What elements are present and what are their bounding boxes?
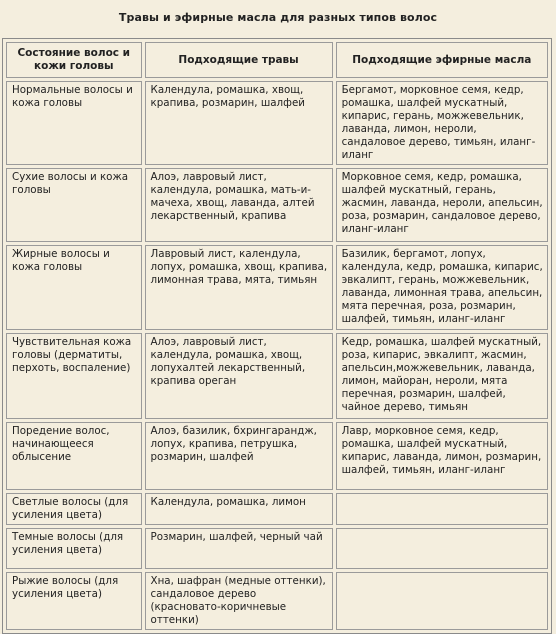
cell-herbs: Алоэ, лавровый лист, календула, ромашка, мать-и-мачеха, хвощ, лаванда, алтей лекарственный, крапива <box>145 168 333 242</box>
cell-condition: Темные волосы (для усиления цвета) <box>6 528 142 569</box>
cell-condition: Сухие волосы и кожа головы <box>6 168 142 242</box>
column-header-herbs: Подходящие травы <box>145 42 333 78</box>
cell-oils: Морковное семя, кедр, ромашка, шалфей мускатный, герань, жасмин, лаванда, нероли, апельсин, роза, розмарин, сандаловое дерево, иланг-иланг <box>336 168 548 242</box>
cell-condition: Нормальные волосы и кожа головы <box>6 81 142 165</box>
cell-herbs: Календула, ромашка, хвощ, крапива, розмарин, шалфей <box>145 81 333 165</box>
cell-herbs: Лавровый лист, календула, лопух, ромашка, хвощ, крапива, лимонная трава, мята, тимьян <box>145 245 333 330</box>
cell-condition: Рыжие волосы (для усиления цвета) <box>6 572 142 630</box>
column-header-oils: Подходящие эфирные масла <box>336 42 548 78</box>
table-row <box>6 422 548 490</box>
cell-herbs: Алоэ, лавровый лист, календула, ромашка, хвощ, лопухалтей лекарственный, крапива ореган <box>145 333 333 419</box>
cell-herbs: Календула, ромашка, лимон <box>145 493 333 525</box>
cell-herbs: Розмарин, шалфей, черный чай <box>145 528 333 569</box>
table-row <box>6 572 548 630</box>
table-row <box>6 168 548 242</box>
cell-condition: Светлые волосы (для усиления цвета) <box>6 493 142 525</box>
table-row <box>6 333 548 419</box>
cell-oils: Бергамот, морковное семя, кедр, ромашка, шалфей мускатный, кипарис, герань, можжевельник, лаванда, лимон, нероли, сандаловое дерево, тимьян, иланг-иланг <box>336 81 548 165</box>
cell-condition: Поредение волос, начинающееся облысение <box>6 422 142 490</box>
page-title: Травы и эфирные масла для разных типов волос <box>118 11 438 24</box>
cell-oils <box>336 493 548 525</box>
cell-herbs: Хна, шафран (медные оттенки), сандаловое дерево (красновато-коричневые оттенки) <box>145 572 333 630</box>
cell-condition: Чувствительная кожа головы (дерматиты, перхоть, воспаление) <box>6 333 142 419</box>
cell-oils: Кедр, ромашка, шалфей мускатный, роза, кипарис, эвкалипт, жасмин, апельсин,можжевельник, лаванда, лимон, майоран, нероли, мята перечная, розмарин, шалфей, чайное дерево, тимьян <box>336 333 548 419</box>
table-row <box>6 493 548 525</box>
table-row <box>6 245 548 330</box>
table-row <box>6 81 548 165</box>
column-header-condition: Состояние волос и кожи головы <box>6 42 142 78</box>
cell-oils: Базилик, бергамот, лопух, календула, кедр, ромашка, кипарис, эвкалипт, герань, можжевельник, лаванда, лимонная трава, апельсин, мята перечная, роза, розмарин, шалфей, тимьян, иланг-иланг <box>336 245 548 330</box>
hair-care-table <box>2 38 552 634</box>
cell-oils: Лавр, морковное семя, кедр, ромашка, шалфей мускатный, кипарис, лаванда, лимон, розмарин, шалфей, тимьян, иланг-иланг <box>336 422 548 490</box>
table-header-row <box>6 42 548 78</box>
cell-oils <box>336 528 548 569</box>
cell-herbs: Алоэ, базилик, бхрингарандж, лопух, крапива, петрушка, розмарин, шалфей <box>145 422 333 490</box>
cell-condition: Жирные волосы и кожа головы <box>6 245 142 330</box>
table-row <box>6 528 548 569</box>
cell-oils <box>336 572 548 630</box>
